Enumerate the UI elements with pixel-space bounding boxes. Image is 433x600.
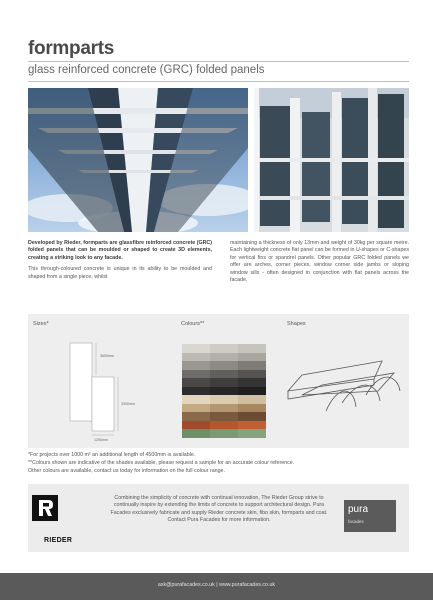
rieder-logo-icon: [32, 495, 58, 521]
swatch-row: [182, 344, 266, 353]
sizes-label: Sizes*: [33, 321, 49, 327]
footnote-other-colours: Other colours are available, contact us today for information on the full colour range.: [28, 468, 225, 474]
colour-swatch: [210, 395, 238, 404]
footer-contact[interactable]: ask@purafacades.co.uk | www.purafacades.co.uk: [157, 582, 276, 588]
intro-paragraph-2: This through-coloured concrete is unique in its ability to be moulded and shaped from a single piece, whilst: [28, 266, 212, 280]
swatch-row: [182, 387, 266, 396]
colour-swatch: [210, 421, 238, 430]
colour-swatch: [182, 412, 210, 421]
swatch-row: [182, 404, 266, 413]
colour-swatch: [210, 361, 238, 370]
colour-swatch: [182, 429, 210, 438]
colour-swatch: [210, 344, 238, 353]
colour-swatch: [210, 387, 238, 396]
swatch-row: [182, 378, 266, 387]
pura-facades-label: facades: [348, 519, 364, 524]
colour-swatch: [238, 412, 266, 421]
colour-swatch: [238, 421, 266, 430]
title-divider: [28, 61, 409, 62]
colour-swatch: [238, 387, 266, 396]
rieder-wordmark: RIEDER: [44, 537, 73, 544]
colour-swatch: [182, 378, 210, 387]
colour-swatch: [182, 387, 210, 396]
dim-width: 1200mm: [94, 438, 108, 442]
building-upward-illustration: [28, 88, 248, 232]
colour-swatch: [182, 361, 210, 370]
intro-column-left: [28, 240, 212, 285]
colour-swatch: [182, 353, 210, 362]
colour-swatch: [238, 404, 266, 413]
swatch-row: [182, 395, 266, 404]
colour-swatch: [210, 429, 238, 438]
swatch-row: [182, 429, 266, 438]
company-description: Combining the simplicity of concrete with continual innovation, The Rieder Group strive to continually inspire by extending the limits of concrete to support architectural design. Pura Facades exclusively fabricate and supply Rieder concrete skin, fibo skin, formparts and coat. Contact Pura Facades for more information.: [110, 495, 328, 524]
colour-swatch: [238, 395, 266, 404]
colours-label: Colours**: [181, 321, 205, 327]
colour-swatch: [238, 361, 266, 370]
colour-swatch: [238, 378, 266, 387]
swatch-row: [182, 421, 266, 430]
colour-swatch: [182, 421, 210, 430]
page-subtitle: glass reinforced concrete (GRC) folded panels: [28, 64, 265, 76]
intro-column-right: [230, 240, 409, 288]
dim-height-tall: 3600mm: [100, 354, 114, 358]
subtitle-divider: [28, 81, 409, 82]
building-photo-upward: [28, 88, 248, 232]
colour-swatch: [182, 404, 210, 413]
shapes-diagram: [282, 355, 402, 417]
colour-swatch: [238, 370, 266, 379]
footnote-sizes: *For projects over 1000 m² an additional length of 4500mm is available.: [28, 452, 196, 458]
facade-fins-illustration: [254, 88, 409, 232]
rieder-logo-mark: [32, 495, 58, 521]
colour-swatch: [210, 353, 238, 362]
colour-swatch: [210, 370, 238, 379]
colour-swatch: [210, 378, 238, 387]
swatch-row: [182, 353, 266, 362]
swatch-row: [182, 370, 266, 379]
page-title: formparts: [28, 38, 114, 59]
footnote-colours: **Colours shown are indicative of the shades available, please request a sample for an accurate colour reference.: [28, 460, 295, 466]
colour-swatch: [182, 370, 210, 379]
swatch-row: [182, 412, 266, 421]
intro-paragraph-3: maintaining a thickness of only 13mm and weight of 30kg per square metre. Each lightweight concrete flat panel can be formed in U-shapes or C-shapes for vertical fins or spandrel panels. Other popular GRC folded panels we offer are arches, corner pieces, window corner side jambs or sloping window sills - often designed in conjunction with flat panels across the facade.: [230, 240, 409, 284]
dim-height-short: 3300mm: [121, 402, 135, 406]
colour-swatch: [210, 412, 238, 421]
colour-swatch: [210, 404, 238, 413]
colour-swatches: [182, 344, 266, 438]
shapes-label: Shapes: [287, 321, 306, 327]
intro-lead: Developed by Rieder, formparts are glassfibre reinforced concrete (GRC) folded panels that can be moulded or shaped to create 3D elements, creating a striking look to any facade.: [28, 240, 212, 261]
facade-fins-photo: [254, 88, 409, 232]
colour-swatch: [238, 353, 266, 362]
colour-swatch: [182, 395, 210, 404]
colour-swatch: [238, 429, 266, 438]
pura-wordmark: pura: [348, 504, 369, 515]
colour-swatch: [238, 344, 266, 353]
colour-swatch: [182, 344, 210, 353]
sizes-diagram: [60, 333, 160, 445]
swatch-row: [182, 361, 266, 370]
